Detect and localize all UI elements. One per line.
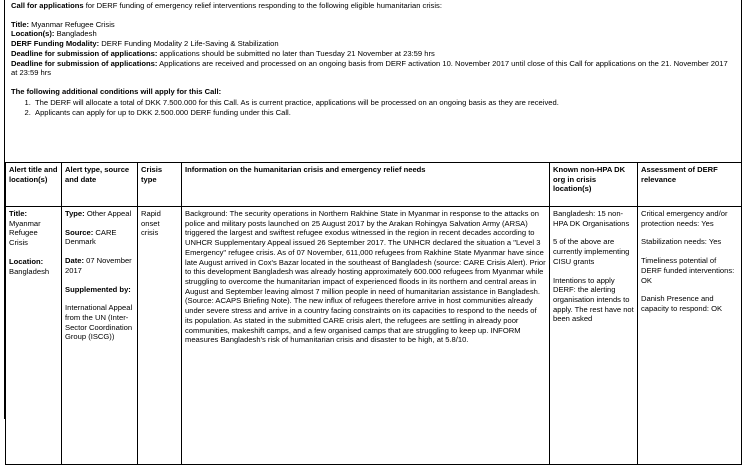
call-section — [5, 0, 741, 118]
row-source-label: Source: — [65, 227, 94, 237]
deadline1-value: applications should be submitted no later than Tuesday 21 November at 23:59 hrs — [157, 48, 435, 58]
assessment-timeliness: Timeliness potential of DERF funded interventions: OK — [641, 256, 735, 285]
cell-known-orgs — [550, 207, 638, 465]
orgs-cisu: 5 of the above are currently implementing CISU grants — [553, 237, 630, 266]
conditions-heading: The following additional conditions will apply for this Call: — [11, 87, 222, 97]
location-label: Location(s): — [11, 29, 55, 39]
header-alert-title: Alert title and location(s) — [6, 163, 62, 207]
modality-line — [11, 39, 735, 49]
row-location-value: Bangladesh — [9, 266, 50, 276]
row-source-value: CARE Denmark — [65, 227, 117, 247]
row-date-value: 07 November 2017 — [65, 256, 132, 275]
location-value: Bangladesh — [54, 29, 97, 39]
title-label: Title: — [11, 19, 30, 29]
conditions-list — [33, 98, 735, 118]
deadline2-value: Applications are received and processed on an ongoing basis from DERF activation 10. November 2017 until close of this Call for applications on the 21. November 2017 at 23:59 hrs — [11, 58, 728, 78]
cell-information: Background: The security operations in Northern Rakhine State in Myanmar in response to the attacks on police and military posts launched on 25 August 2017 by the Arakan Rohingya Salvation Army (ARSA) triggered the largest and swiftest refugee exodus witnessed in the region in recent decades according to UNHCR Supplementary Appeal issued 26 September 2017. The UNHCR declared the situation a "Level 3 Emergency" refugee crisis. As of 07 November, 611,000 refugees from Rakhine State Myanmar have since late August arrived in Cox's Bazar located in the southeast of Bangladesh (source: CARE Crisis Alert). Prior to this development Bangladesh was already hosting approximately 600.000 refugees from Myanmar while struggling to overcome the humanitarian impact of experienced floods in its northern and central areas in August and September leaving almost 7 million people in need of humanitarian assistance in Bangladesh. (Source: ACAPS Briefing Note). The new influx of refugees therefore arrive in host communities already under severe stress and arrive in a country facing constraints on its capacities to respond to the needs of its population. As stated in the submitted CARE crisis alert, the refugees are settling in already poor communities, makeshift camps, and a few organised camps that are struggling to keep up. INFORM measures Bangladesh's risk of humanitarian crisis and disaster to be high, at 5.8/10. — [182, 207, 550, 465]
title-value: Myanmar Refugee Crisis — [29, 19, 115, 29]
row-type-label: Type: — [65, 209, 85, 218]
location-line — [11, 29, 735, 39]
alert-table — [5, 162, 742, 465]
cell-alert-type — [62, 207, 138, 465]
row-type-value: Other Appeal — [84, 209, 132, 218]
intro-line — [11, 1, 735, 11]
cell-assessment — [638, 207, 742, 465]
row-location-label: Location: — [9, 256, 44, 266]
assessment-presence: Danish Presence and capacity to respond: OK — [641, 294, 723, 314]
assessment-critical: Critical emergency and/or protection needs: Yes — [641, 209, 728, 228]
header-information: Information on the humanitarian crisis and emergency relief needs — [182, 163, 550, 207]
orgs-intentions: Intentions to apply DERF: the alerting organisation intends to apply. The rest have not been asked — [553, 275, 634, 324]
condition-item: 2. Applicants can apply for up to DKK 2.500.000 DERF funding under this Call. — [33, 108, 735, 118]
header-known-orgs: Known non-HPA DK org in crisis location(s) — [550, 163, 638, 207]
document-page — [4, 0, 742, 419]
row-date-label: Date: — [65, 256, 84, 266]
row-title-label: Title: — [9, 209, 28, 218]
deadline1-label: Deadline for submission of applications: — [11, 48, 158, 58]
modality-label: DERF Funding Modality: — [11, 39, 100, 49]
header-alert-type: Alert type, source and date — [62, 163, 138, 207]
deadline2-line — [11, 59, 735, 78]
intro-label: Call for applications — [11, 1, 84, 10]
table-header-row — [6, 163, 742, 207]
modality-value: DERF Funding Modality 2 Life-Saving & Stabilization — [99, 39, 279, 49]
row-title-value: Myanmar Refugee Crisis — [9, 218, 41, 248]
header-assessment: Assessment of DERF relevance — [638, 163, 742, 207]
deadline1-line — [11, 49, 735, 59]
deadline2-label: Deadline for submission of applications: — [11, 58, 158, 68]
condition-item: 1. The DERF will allocate a total of DKK 7.500.000 for this Call. As is current practice, applications will be processed on an ongoing basis as they are received. — [33, 98, 735, 108]
row-supplemented-label: Supplemented by: — [65, 284, 131, 294]
cell-crisis-type: Rapid onset crisis — [138, 207, 182, 465]
orgs-count: Bangladesh: 15 non-HPA DK Organisations — [553, 209, 630, 228]
title-line — [11, 20, 735, 30]
assessment-stabilization: Stabilization needs: Yes — [641, 237, 722, 247]
row-supplemented-value: International Appeal from the UN (Inter-Sector Coordination Group (ISCG)) — [65, 303, 133, 342]
cell-alert-title — [6, 207, 62, 465]
intro-text: for DERF funding of emergency relief interventions responding to the following eligible humanitarian crisis: — [83, 1, 442, 10]
header-crisis-type: Crisis type — [138, 163, 182, 207]
table-row — [6, 207, 742, 465]
